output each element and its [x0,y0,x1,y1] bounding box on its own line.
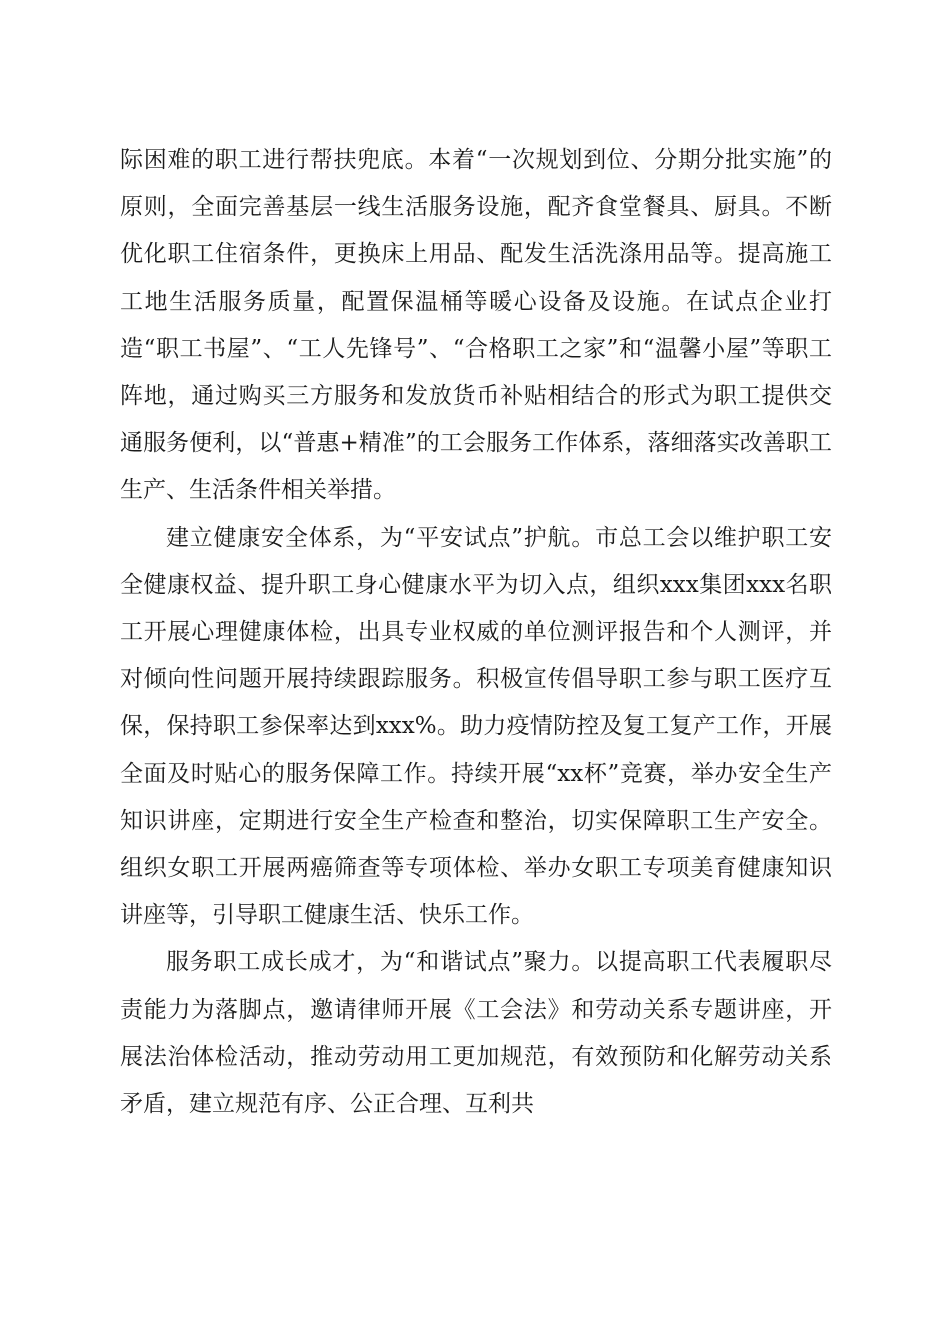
paragraph-health-safety: 建立健康安全体系，为“平安试点”护航。市总工会以维护职工安全健康权益、提升职工身心健康水平为切入点，组织xxx集团xxx名职工开展心理健康体检，出具专业权威的单位测评报告和个人测评，并对倾向性问题开展持续跟踪服务。积极宣传倡导职工参与职工医疗互保，保持职工参保率达到xxx%。助力疫情防控及复工复产工作，开展全面及时贴心的服务保障工作。持续开展“xx杯”竞赛，举办安全生产知识讲座，定期进行安全生产检查和整治，切实保障职工生产安全。组织女职工开展两癌筛查等专项体检、举办女职工专项美育健康知识讲座等，引导职工健康生活、快乐工作。 [120,524,832,929]
paragraph-life-services: 际困难的职工进行帮扶兜底。本着“一次规划到位、分期分批实施”的原则，全面完善基层一线生活服务设施，配齐食堂餐具、厨具。不断优化职工住宿条件，更换床上用品、配发生活洗涤用品等。提高施工工地生活服务质量，配置保温桶等暖心设备及设施。在试点企业打造“职工书屋”、“工人先锋号”、“合格职工之家”和“温馨小屋”等职工阵地，通过购买三方服务和发放货币补贴相结合的形式为职工提供交通服务便利，以“普惠+精准”的工会服务工作体系，落细落实改善职工生产、生活条件相关举措。 [120,147,832,504]
document-body [120,137,832,1128]
paragraph-worker-growth: 服务职工成长成才，为“和谐试点”聚力。以提高职工代表履职尽责能力为落脚点，邀请律师开展《工会法》和劳动关系专题讲座，开展法治体检活动，推动劳动用工更加规范，有效预防和化解劳动关系矛盾，建立规范有序、公正合理、互利共 [120,949,832,1118]
